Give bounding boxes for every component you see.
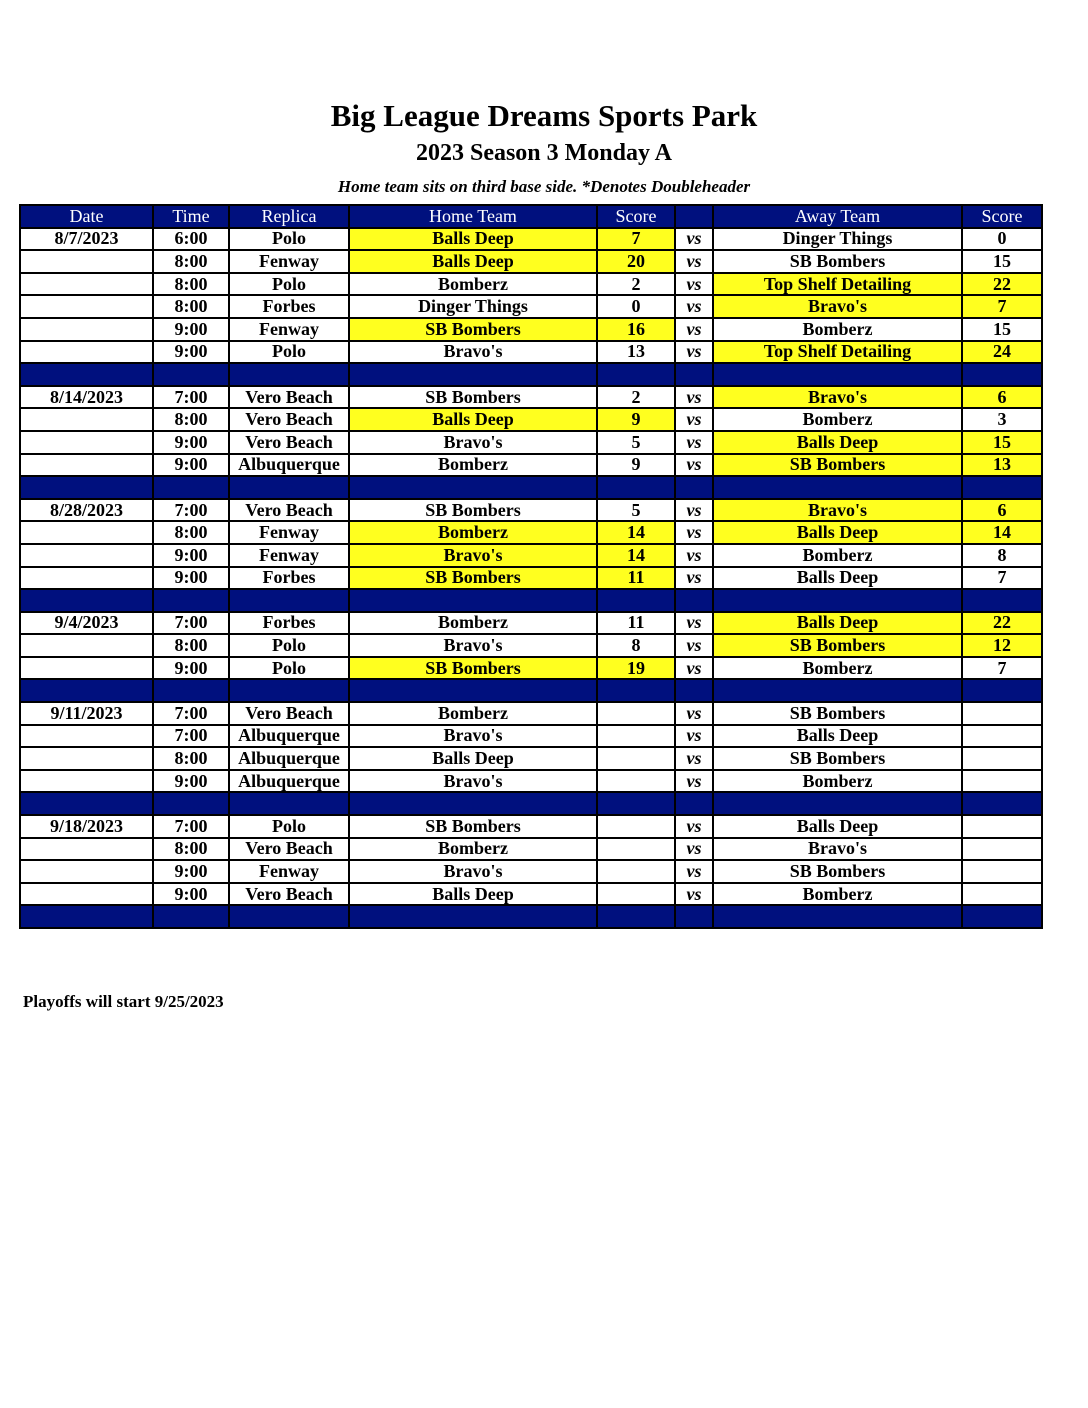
separator-cell [229,905,349,928]
separator-cell [20,792,153,815]
replica-cell: Polo [229,634,349,657]
time-cell: 9:00 [153,431,229,454]
home-team-cell: Bomberz [349,838,597,861]
away-score-cell [962,815,1042,838]
time-cell: 8:00 [153,747,229,770]
week-separator-row [20,679,1042,702]
time-cell: 9:00 [153,567,229,590]
replica-cell: Vero Beach [229,499,349,522]
separator-cell [962,363,1042,386]
separator-cell [713,476,962,499]
date-cell [20,431,153,454]
time-cell: 9:00 [153,341,229,364]
separator-cell [597,679,675,702]
home-score-cell: 2 [597,273,675,296]
away-team-cell: SB Bombers [713,454,962,477]
home-score-cell: 13 [597,341,675,364]
vs-cell: vs [675,250,713,273]
away-score-cell [962,838,1042,861]
date-cell [20,770,153,793]
date-cell [20,838,153,861]
replica-cell: Polo [229,341,349,364]
date-cell: 8/14/2023 [20,386,153,409]
vs-cell: vs [675,386,713,409]
away-team-cell: Top Shelf Detailing [713,273,962,296]
table-row [20,295,1042,318]
table-row [20,657,1042,680]
home-score-cell [597,838,675,861]
away-score-cell [962,702,1042,725]
replica-cell: Forbes [229,612,349,635]
col-replica-header: Replica [229,205,349,228]
schedule-body [20,228,1042,928]
separator-cell [675,792,713,815]
away-team-cell: SB Bombers [713,250,962,273]
home-score-cell: 14 [597,544,675,567]
home-team-cell: Dinger Things [349,295,597,318]
time-cell: 8:00 [153,273,229,296]
home-score-cell [597,860,675,883]
away-score-cell: 24 [962,341,1042,364]
separator-cell [153,905,229,928]
away-score-cell: 6 [962,499,1042,522]
date-cell [20,318,153,341]
vs-cell: vs [675,860,713,883]
away-team-cell: Balls Deep [713,567,962,590]
week-separator-row [20,792,1042,815]
separator-cell [675,363,713,386]
time-cell: 7:00 [153,386,229,409]
time-cell: 7:00 [153,499,229,522]
separator-cell [349,476,597,499]
home-team-cell: Balls Deep [349,250,597,273]
col-date-header: Date [20,205,153,228]
replica-cell: Polo [229,228,349,251]
vs-cell: vs [675,747,713,770]
home-score-cell: 20 [597,250,675,273]
home-score-cell [597,815,675,838]
col-home-score-header: Score [597,205,675,228]
week-separator-row [20,476,1042,499]
separator-cell [713,589,962,612]
home-team-cell: Balls Deep [349,408,597,431]
separator-cell [962,679,1042,702]
replica-cell: Vero Beach [229,702,349,725]
separator-cell [675,476,713,499]
away-score-cell: 15 [962,318,1042,341]
away-team-cell: Bomberz [713,770,962,793]
home-score-cell [597,725,675,748]
home-team-cell: Balls Deep [349,747,597,770]
home-team-cell: Bomberz [349,612,597,635]
date-cell [20,273,153,296]
separator-cell [597,905,675,928]
away-team-cell: Dinger Things [713,228,962,251]
vs-cell: vs [675,454,713,477]
date-cell: 9/11/2023 [20,702,153,725]
table-row [20,747,1042,770]
home-score-cell: 5 [597,499,675,522]
replica-cell: Fenway [229,250,349,273]
separator-cell [229,792,349,815]
date-cell [20,634,153,657]
away-score-cell: 22 [962,612,1042,635]
home-score-cell: 19 [597,657,675,680]
table-row [20,499,1042,522]
table-row [20,228,1042,251]
home-team-cell: Bravo's [349,860,597,883]
separator-cell [962,476,1042,499]
away-team-cell: Balls Deep [713,431,962,454]
home-score-cell: 14 [597,521,675,544]
vs-cell: vs [675,318,713,341]
away-team-cell: Bravo's [713,838,962,861]
table-row [20,544,1042,567]
separator-cell [597,363,675,386]
separator-cell [675,679,713,702]
away-team-cell: Bomberz [713,883,962,906]
home-score-cell: 9 [597,408,675,431]
home-team-cell: SB Bombers [349,386,597,409]
home-score-cell: 5 [597,431,675,454]
vs-cell: vs [675,634,713,657]
table-row [20,838,1042,861]
away-team-cell: Bomberz [713,657,962,680]
vs-cell: vs [675,341,713,364]
vs-cell: vs [675,612,713,635]
separator-cell [153,792,229,815]
separator-cell [20,363,153,386]
vs-cell: vs [675,838,713,861]
away-score-cell: 3 [962,408,1042,431]
separator-cell [229,476,349,499]
vs-cell: vs [675,431,713,454]
vs-cell: vs [675,499,713,522]
separator-cell [675,589,713,612]
table-row [20,318,1042,341]
col-away-score-header: Score [962,205,1042,228]
away-score-cell: 22 [962,273,1042,296]
vs-cell: vs [675,725,713,748]
replica-cell: Polo [229,657,349,680]
away-team-cell: Balls Deep [713,815,962,838]
separator-cell [349,363,597,386]
vs-cell: vs [675,295,713,318]
date-cell [20,454,153,477]
table-row [20,860,1042,883]
replica-cell: Forbes [229,295,349,318]
time-cell: 7:00 [153,815,229,838]
schedule-table [19,204,1043,929]
table-row [20,770,1042,793]
away-score-cell: 0 [962,228,1042,251]
away-team-cell: Bomberz [713,318,962,341]
table-row [20,815,1042,838]
home-team-cell: SB Bombers [349,499,597,522]
home-score-cell [597,747,675,770]
time-cell: 7:00 [153,725,229,748]
table-row [20,341,1042,364]
time-cell: 8:00 [153,250,229,273]
separator-cell [20,589,153,612]
time-cell: 9:00 [153,318,229,341]
week-separator-row [20,363,1042,386]
away-team-cell: SB Bombers [713,860,962,883]
separator-cell [713,363,962,386]
table-row [20,567,1042,590]
table-row [20,883,1042,906]
time-cell: 7:00 [153,612,229,635]
home-score-cell: 8 [597,634,675,657]
home-team-cell: Bomberz [349,454,597,477]
date-cell [20,860,153,883]
page-note: Home team sits on third base side. *Denotes Doubleheader [337,177,751,196]
away-score-cell: 7 [962,657,1042,680]
time-cell: 8:00 [153,521,229,544]
away-score-cell: 13 [962,454,1042,477]
time-cell: 9:00 [153,657,229,680]
replica-cell: Fenway [229,860,349,883]
away-team-cell: SB Bombers [713,702,962,725]
replica-cell: Fenway [229,318,349,341]
separator-cell [713,679,962,702]
date-cell [20,883,153,906]
home-score-cell: 7 [597,228,675,251]
col-time-header: Time [153,205,229,228]
away-team-cell: Balls Deep [713,725,962,748]
separator-cell [597,589,675,612]
vs-cell: vs [675,544,713,567]
away-score-cell [962,883,1042,906]
away-team-cell: Balls Deep [713,521,962,544]
time-cell: 9:00 [153,770,229,793]
time-cell: 9:00 [153,860,229,883]
vs-cell: vs [675,567,713,590]
home-score-cell: 0 [597,295,675,318]
away-score-cell: 6 [962,386,1042,409]
replica-cell: Albuquerque [229,747,349,770]
vs-cell: vs [675,815,713,838]
separator-cell [349,679,597,702]
away-team-cell: SB Bombers [713,634,962,657]
away-team-cell: SB Bombers [713,747,962,770]
away-score-cell: 7 [962,567,1042,590]
separator-cell [962,792,1042,815]
home-team-cell: Bravo's [349,634,597,657]
vs-cell: vs [675,408,713,431]
away-score-cell: 7 [962,295,1042,318]
table-row [20,250,1042,273]
separator-cell [229,363,349,386]
table-row [20,612,1042,635]
replica-cell: Polo [229,815,349,838]
time-cell: 7:00 [153,702,229,725]
vs-cell: vs [675,228,713,251]
col-away-team-header: Away Team [713,205,962,228]
col-home-team-header: Home Team [349,205,597,228]
replica-cell: Albuquerque [229,725,349,748]
home-team-cell: Balls Deep [349,883,597,906]
separator-cell [349,792,597,815]
away-score-cell: 12 [962,634,1042,657]
home-team-cell: SB Bombers [349,318,597,341]
away-score-cell [962,725,1042,748]
away-score-cell: 8 [962,544,1042,567]
replica-cell: Albuquerque [229,770,349,793]
separator-cell [675,905,713,928]
home-score-cell: 9 [597,454,675,477]
time-cell: 8:00 [153,408,229,431]
table-row [20,386,1042,409]
time-cell: 8:00 [153,838,229,861]
vs-cell: vs [675,521,713,544]
vs-cell: vs [675,702,713,725]
replica-cell: Vero Beach [229,386,349,409]
away-team-cell: Balls Deep [713,612,962,635]
time-cell: 9:00 [153,883,229,906]
home-team-cell: Balls Deep [349,228,597,251]
away-score-cell [962,860,1042,883]
away-team-cell: Top Shelf Detailing [713,341,962,364]
replica-cell: Albuquerque [229,454,349,477]
away-score-cell: 15 [962,431,1042,454]
home-score-cell: 16 [597,318,675,341]
replica-cell: Fenway [229,544,349,567]
vs-cell: vs [675,273,713,296]
table-row [20,408,1042,431]
date-cell [20,250,153,273]
home-team-cell: Bravo's [349,341,597,364]
home-team-cell: Bomberz [349,521,597,544]
separator-cell [713,905,962,928]
time-cell: 9:00 [153,544,229,567]
separator-cell [153,679,229,702]
date-cell [20,725,153,748]
away-team-cell: Bravo's [713,499,962,522]
page-subtitle: 2023 Season 3 Monday A [415,140,673,166]
away-team-cell: Bravo's [713,386,962,409]
home-score-cell: 11 [597,567,675,590]
header-row [20,205,1042,228]
replica-cell: Polo [229,273,349,296]
replica-cell: Vero Beach [229,431,349,454]
replica-cell: Forbes [229,567,349,590]
home-team-cell: Bravo's [349,431,597,454]
separator-cell [349,589,597,612]
separator-cell [597,476,675,499]
date-cell: 9/18/2023 [20,815,153,838]
replica-cell: Vero Beach [229,408,349,431]
separator-cell [962,905,1042,928]
week-separator-row [20,905,1042,928]
table-row [20,273,1042,296]
week-separator-row [20,589,1042,612]
footer-note: Playoffs will start 9/25/2023 [23,992,224,1011]
table-row [20,454,1042,477]
vs-cell: vs [675,657,713,680]
col-vs-header [675,205,713,228]
home-team-cell: SB Bombers [349,657,597,680]
date-cell: 8/28/2023 [20,499,153,522]
table-row [20,702,1042,725]
replica-cell: Fenway [229,521,349,544]
home-team-cell: Bravo's [349,544,597,567]
time-cell: 9:00 [153,454,229,477]
home-team-cell: Bravo's [349,725,597,748]
date-cell: 8/7/2023 [20,228,153,251]
date-cell [20,747,153,770]
date-cell [20,408,153,431]
home-team-cell: Bomberz [349,273,597,296]
separator-cell [349,905,597,928]
separator-cell [229,679,349,702]
home-score-cell: 11 [597,612,675,635]
date-cell [20,341,153,364]
date-cell [20,567,153,590]
page-title: Big League Dreams Sports Park [330,98,758,133]
date-cell: 9/4/2023 [20,612,153,635]
date-cell [20,657,153,680]
away-score-cell [962,770,1042,793]
away-team-cell: Bomberz [713,544,962,567]
table-row [20,431,1042,454]
date-cell [20,544,153,567]
away-score-cell: 15 [962,250,1042,273]
home-score-cell [597,770,675,793]
separator-cell [20,679,153,702]
vs-cell: vs [675,770,713,793]
date-cell [20,295,153,318]
home-team-cell: SB Bombers [349,815,597,838]
table-row [20,634,1042,657]
vs-cell: vs [675,883,713,906]
away-score-cell [962,747,1042,770]
time-cell: 8:00 [153,295,229,318]
away-score-cell: 14 [962,521,1042,544]
time-cell: 6:00 [153,228,229,251]
separator-cell [20,476,153,499]
separator-cell [713,792,962,815]
home-score-cell [597,883,675,906]
separator-cell [597,792,675,815]
replica-cell: Vero Beach [229,838,349,861]
home-team-cell: Bomberz [349,702,597,725]
table-row [20,725,1042,748]
home-team-cell: SB Bombers [349,567,597,590]
date-cell [20,521,153,544]
home-team-cell: Bravo's [349,770,597,793]
separator-cell [962,589,1042,612]
away-team-cell: Bomberz [713,408,962,431]
separator-cell [153,363,229,386]
home-score-cell: 2 [597,386,675,409]
replica-cell: Vero Beach [229,883,349,906]
home-score-cell [597,702,675,725]
away-team-cell: Bravo's [713,295,962,318]
time-cell: 8:00 [153,634,229,657]
separator-cell [20,905,153,928]
table-row [20,521,1042,544]
separator-cell [153,476,229,499]
separator-cell [153,589,229,612]
separator-cell [229,589,349,612]
